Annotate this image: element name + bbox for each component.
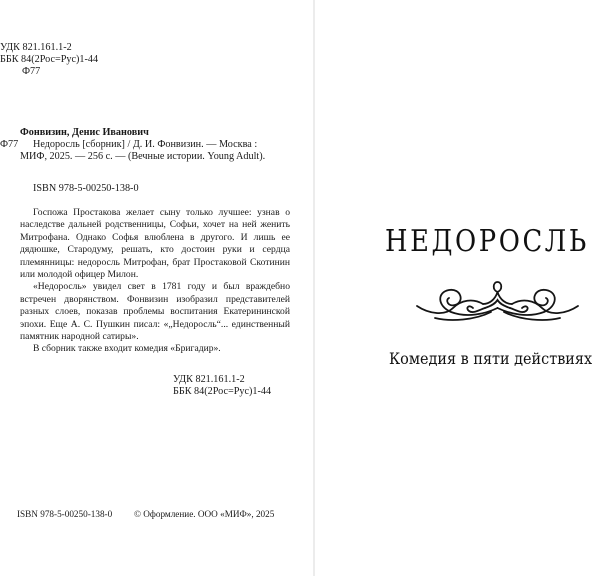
author-name: Фонвизин, Денис Иванович: [20, 127, 149, 138]
book-subtitle: Комедия в пяти действиях: [389, 349, 593, 368]
annotation-paragraph: «Недоросль» увидел свет в 1781 году и был враждебно встречен дворянством. Фонвизин изобразил представителей разных слоев, показав проблемы воспитания Екатерининской эпохи. Еще А. С. Пушкин писал: «„Недоросль“... единственный памятник народной сатиры».: [20, 281, 290, 343]
flourish-ornament-icon: [415, 278, 580, 323]
bibliographic-line-1: Недоросль [сборник] / Д. И. Фонвизин. — Москва :: [33, 139, 258, 150]
bbk-code-top: ББК 84(2Рос=Рус)1-44: [0, 54, 99, 65]
author-mark-top: Ф77: [22, 66, 41, 77]
isbn-footer: ISBN 978-5-00250-138-0: [17, 509, 113, 519]
annotation-paragraph: В сборник также входит комедия «Бригадир».: [33, 343, 221, 355]
bibliographic-line-2: МИФ, 2025. — 256 с. — (Вечные истории. Young Adult).: [20, 151, 266, 162]
author-mark: Ф77: [0, 139, 19, 150]
annotation-paragraph: Госпожа Простакова желает сыну только лучшее: узнав о наследстве дальней родственницы, Софьи, хочет на ней женить Митрофана. Однако Софья влюблена в другого. И лишь ее дядюшке, Стародуму, решать, кто достоин руки и сердца племянницы: недоросль Митрофан, брат Простаковой Скотинин или молодой офицер Милон.: [20, 207, 290, 281]
book-title: НЕДОРОСЛЬ: [385, 224, 589, 259]
copyright-notice: © Оформление. ООО «МИФ», 2025: [134, 509, 275, 519]
udk-code-bottom: УДК 821.161.1-2: [173, 374, 245, 385]
bbk-code-bottom: ББК 84(2Рос=Рус)1-44: [173, 386, 272, 397]
annotation: [20, 207, 290, 356]
udk-code-top: УДК 821.161.1-2: [0, 42, 72, 53]
isbn-record: ISBN 978-5-00250-138-0: [33, 183, 139, 194]
